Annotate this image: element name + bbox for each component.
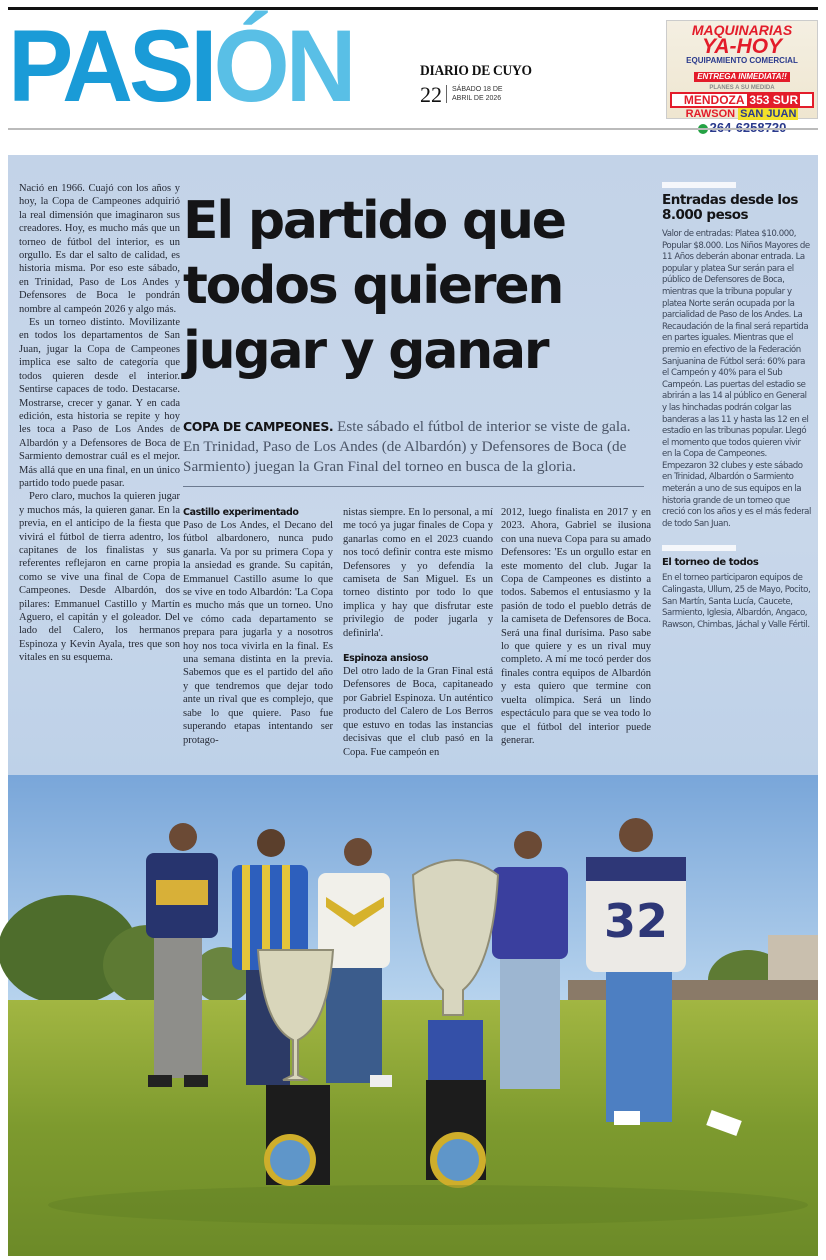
intro-paragraph: Pero claro, muchos la quieren jugar y muchos más, la quieren ganar. En la previa, en el anticipo de la fiesta que vivirá el fútbol de tierra adentro, los capitanes de los finalistas y sus referentes reflejaron en carne propia como se vive una final de Copa de Campeones. Desde Albardón, dos pilares: Emmanuel Castillo y Martín Aguero, el capitán y el goleador. Del lado del Calero, los hermanos Espinoza y Kevin Ayala, tres que son vitales en su esquema.	[19, 491, 180, 664]
intro-paragraph: Nació en 1966. Cuajó con los años y hoy, la Copa de Campeones adquirió la real dimensión que imaginaron sus creadores. Hoy, es mucho más que un torneo de fútbol del interior, es un orgullo. Es dar el salto de calidad, es historia misma. Por eso este sábado, en Trinidad, Paso de Los Andes y Defensores de Boca le pondrán nombre al campeón 2026 y algo más.	[19, 183, 180, 315]
deck-rule	[183, 486, 644, 487]
ad-city-b: SAN JUAN	[740, 108, 797, 120]
ad-address	[670, 92, 814, 108]
ad-delivery: ENTREGA INMEDIATA!!	[694, 72, 790, 82]
sidebar-text-tournament: En el torneo participaron equipos de Calingasta, Ullum, 25 de Mayo, Pocito, San Martín, Santa Lucía, Caucete, Sarmiento, Iglesia, Albardón, Angaco, Rawson, Chimbas, Jáchal y Valle Fértil.	[662, 573, 811, 630]
ad-brand-main: YA-HOY	[701, 35, 783, 58]
advertisement-banner[interactable]	[666, 20, 818, 119]
deck-text: Este sábado el fútbol de interior se viste de gala. En Trinidad, Paso de Los Andes (de Albardón) y Defensores de Boca (de Sarmiento) juegan la Gran Final del torneo en busca de la gloria.	[183, 418, 631, 475]
header-rule	[8, 128, 818, 130]
date-line-2: ABRIL DE 2026	[452, 95, 502, 102]
headline-line: El partido que	[183, 191, 565, 251]
sidebar-title-tickets: Entradas desde los 8.000 pesos	[662, 192, 798, 223]
ad-brand-top: MAQUINARIAS	[691, 22, 793, 38]
issue-date	[452, 85, 503, 103]
ad-tagline: EQUIPAMIENTO COMERCIAL	[686, 56, 798, 65]
logo-part-2: ÓN	[213, 8, 353, 123]
newspaper-name: DIARIO DE CUYO	[420, 63, 532, 79]
deck-label: COPA DE CAMPEONES.	[183, 419, 334, 434]
headline-line: jugar y ganar	[183, 321, 548, 381]
sidebar	[662, 182, 812, 631]
sidebar-text-tickets: Valor de entradas: Platea $10.000, Popular $8.000. Los Niños Mayores de 11 Años deberán abonar entrada. La popular y platea Sur serán para el público de Defensores de Boca, mientras que la tribuna popular y platea Norte serán ocupada por la parcialidad de Paso de los Andes. La Recaudación de la final será repartida en partes iguales. Mientras que el premio en efectivo de la Federación Sanjuanina de Fútbol será: 60% para el Campeón y 40% para el Sub Campeón. Las puertas del estadio se abrirán a las 14 al público en General y las hinchadas podrán colgar las banderas a las 11 y hasta las 12 en el estadio en las tribunas popular. Llegó el momento que todos quieren vivir en la Copa de Campeones. Empezaron 32 clubes y este sábado en Trinidad, Albardón o Sarmiento meterán a uno de sus equipos en la historia grande de un torneo que creció con los años y es el más federal de todo San Juan.	[662, 229, 811, 529]
jersey-number: 32	[603, 894, 669, 948]
ad-city-a: RAWSON	[685, 108, 736, 120]
logo-part-1: PASI	[8, 8, 214, 123]
body-text: 2012, luego finalista en 2017 y en 2023. Ahora, Gabriel se ilusiona con una nueva Copa para su amado Defensores: 'Es un orgullo estar en este momento del club. Jugar la Copa de Campeones es distinto a todos. Sabemos el entusiasmo y la pasión de todo el pueblo detrás de la camiseta de Defensores de Boca. Será una final durísima. Paso sabe lo que quiere y es un rival muy completo. A mí me tocó perder dos finales contra equipos de Albardón y esta quiero que termine con vuelta olímpica. Será un lindo espectáculo para que se vea todo lo que el fútbol del interior puede generar.	[501, 507, 651, 746]
body-column-3	[501, 506, 651, 747]
sidebar-title-tournament: El torneo de todos	[662, 557, 759, 569]
subheading-castillo: Castillo experimentado	[183, 507, 299, 518]
subheading-espinoza: Espinoza ansioso	[343, 653, 429, 665]
body-column-2	[343, 506, 493, 759]
headline	[183, 189, 653, 384]
intro-column	[19, 182, 180, 665]
body-text: nistas siempre. En lo personal, a mí me tocó ya jugar finales de Copa y ganarlas como en el 2023 cuando nos tocó definir contra este mismo Defensores y yo defendía la camiseta de San Miguel. Es un torneo distinto por todo lo que implica y hay que disfrutar este privilegio de poder jugarla y definirla'.	[343, 507, 493, 639]
ad-street: MENDOZA	[683, 93, 745, 107]
page-number: 22	[420, 82, 442, 107]
ad-number: 353 SUR	[749, 93, 799, 107]
headline-line: todos quieren	[183, 256, 563, 316]
date-line-1: SÁBADO 18 DE	[452, 86, 503, 93]
ad-plans: PLANES A SU MEDIDA	[709, 85, 775, 91]
intro-paragraph: Es un torneo distinto. Movilizante en todos los departamentos de San Juan, jugar la Copa de Campeones implica ese salto de categoría que todos quieren desde el interior. Sentirse capaces de todo. Destacarse. Mostrarse, crecer y ganar. Y en cada edición, esta historia se repite y hoy les toca a Paso de Los Andes de Albardón y a Defensores de Boca de Sarmiento demostrar cuál es el mejor. Más allá que en una final, en un único partido todo puede pasar.	[19, 317, 180, 489]
sidebar-accent-bar	[662, 545, 736, 551]
team-captains-photo	[8, 775, 818, 1256]
body-column-1	[183, 506, 333, 747]
body-text: Del otro lado de la Gran Final está Defensores de Boca, capitaneado por Gabriel Espinoza. Un auténtico producto del Calero de Los Berros que estuvo en todas las instancias decisivas que el club pasó en la Copa. Fue campeón en	[343, 666, 493, 758]
body-text: Paso de Los Andes, el Decano del fútbol albardonero, nunca pudo ganarla. Va por su primera Copa y la ansiedad es grande. Su capitán, Emmanuel Castillo asume lo que se vive en todo Albardón: 'La Copa es mucho más que un torneo. Uno ve cómo cada departamento se prepara para jugarla y a nosotros hoy nos toca vivirla en la final. Es una semana distinta en la previa. Sabemos que es el partido del año y que tendremos que dejar todo ante un rival que es complejo, que sabe lo que quiere. Paso fue superando etapas intentando ser protago-	[183, 520, 333, 746]
date-divider	[446, 85, 447, 103]
sidebar-accent-bar	[662, 182, 736, 188]
pasion-logo	[8, 8, 400, 123]
photo-illustration	[8, 775, 818, 1256]
deck	[183, 417, 643, 477]
